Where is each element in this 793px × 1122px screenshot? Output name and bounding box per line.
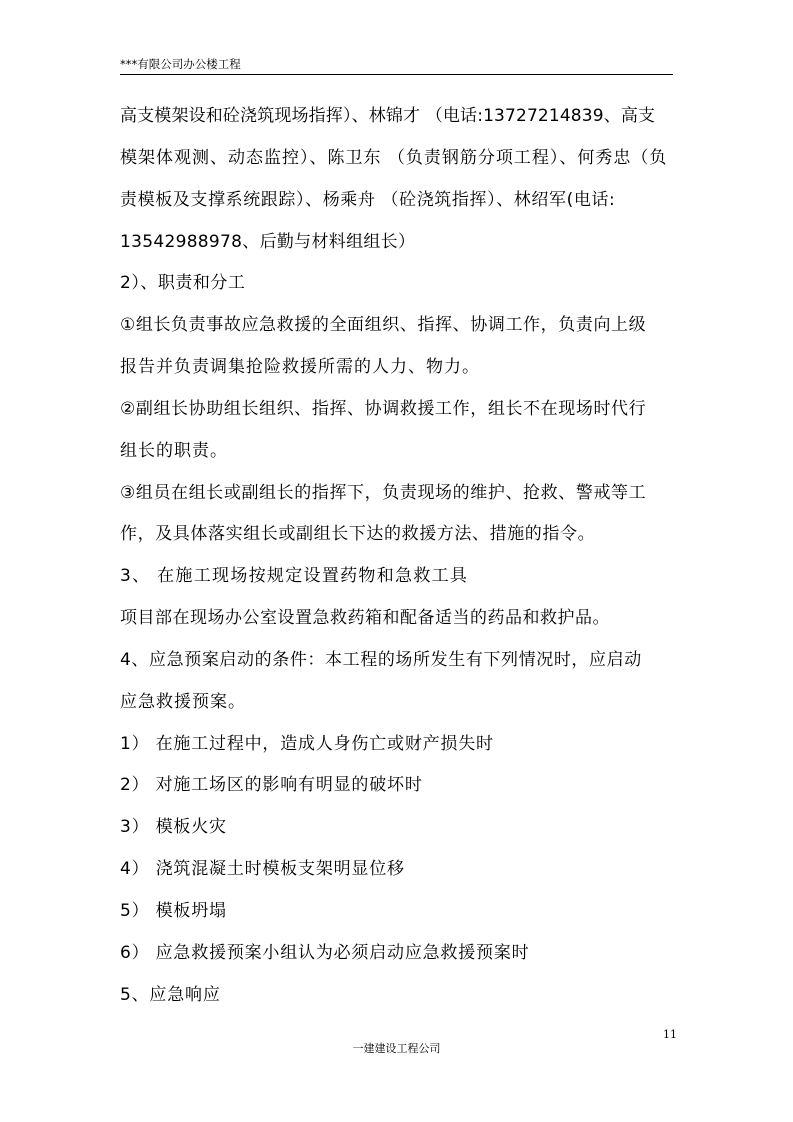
page-number: 11 <box>663 1028 677 1041</box>
text-line: 高支模架设和砼浇筑现场指挥）、林锦才 （电话:13727214839、高支 <box>120 106 656 126</box>
list-item: 5） 模板坍塌 <box>120 901 227 921</box>
text-line: 13542988978、后勤与材料组组长） <box>120 232 416 252</box>
text-line: 组长的职责。 <box>120 441 228 461</box>
section-heading: 3、 在施工现场按规定设置药物和急救工具 <box>120 566 469 586</box>
section-heading: 5、应急响应 <box>120 985 221 1005</box>
list-item: 4） 浇筑混凝土时模板支架明显位移 <box>120 859 405 879</box>
text-line: 模架体观测、动态监控）、陈卫东 （负责钢筋分项工程）、何秀忠（负 <box>120 148 668 168</box>
list-item: 1） 在施工过程中，造成人身伤亡或财产损失时 <box>120 734 494 754</box>
footer-company: 一建建设工程公司 <box>352 1042 441 1055</box>
text-line: 应急救援预案。 <box>120 692 246 712</box>
list-item: 3） 模板火灾 <box>120 817 227 837</box>
section-heading: 2）、职责和分工 <box>120 273 246 293</box>
list-item: 6） 应急救援预案小组认为必须启动应急救援预案时 <box>120 943 530 963</box>
text-line: ③组员在组长或副组长的指挥下，负责现场的维护、抢救、警戒等工 <box>120 483 647 503</box>
text-line: 责模板及支撑系统跟踪）、杨乘舟 （砼浇筑指挥）、林绍军(电话: <box>120 190 616 210</box>
text-line: ①组长负责事故应急救援的全面组织、指挥、协调工作，负责向上级 <box>120 315 647 335</box>
text-line: ②副组长协助组长组织、指挥、协调救援工作，组长不在现场时代行 <box>120 399 647 419</box>
header-title: ***有限公司办公楼工程 <box>120 57 241 71</box>
list-item: 2） 对施工场区的影响有明显的破坏时 <box>120 775 423 795</box>
text-line: 项目部在现场办公室设置急救药箱和配备适当的药品和救护品。 <box>120 608 610 628</box>
section-heading: 4、应急预案启动的条件：本工程的场所发生有下列情况时，应启动 <box>120 650 642 670</box>
text-line: 作，及具体落实组长或副组长下达的救援方法、措施的指令。 <box>120 524 596 544</box>
text-line: 报告并负责调集抢险救援所需的人力、物力。 <box>120 357 480 377</box>
page-header <box>120 56 673 75</box>
